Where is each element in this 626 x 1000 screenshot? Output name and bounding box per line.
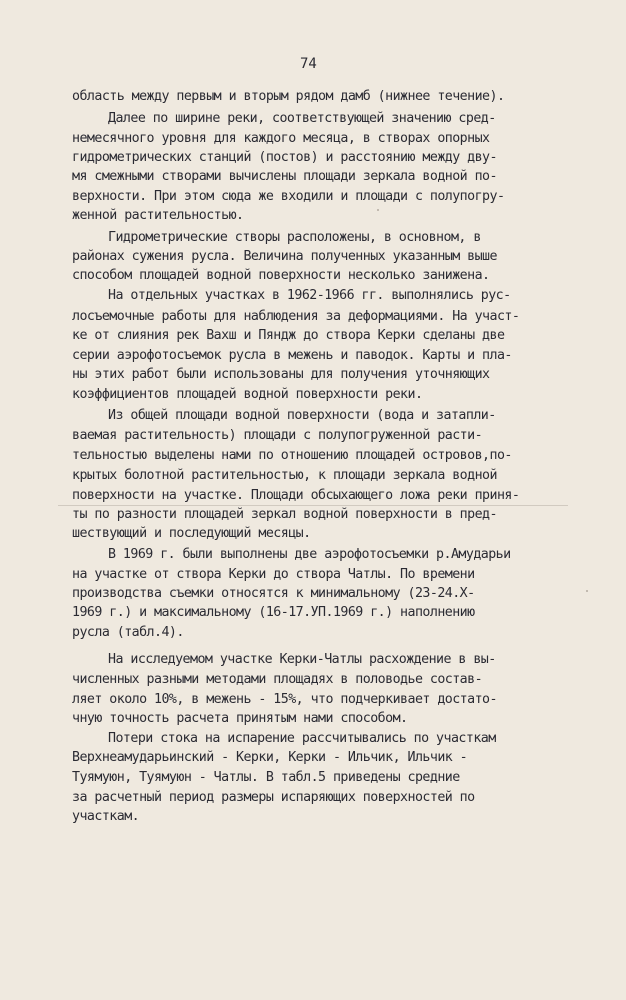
text-line: поверхности на участке. Площади обсыхающего ложа реки приня- <box>72 488 520 503</box>
text-line: численных разными методами площадях в половодье состав- <box>72 672 483 687</box>
text-line: ты по разности площадей зеркал водной поверхности в пред- <box>72 507 497 522</box>
text-line: ке от слияния рек Вахш и Пяндж до створа Керки сделаны две <box>72 328 505 343</box>
text-line: Верхнеамударьинский - Керки, Керки - Ильчик, Ильчик - <box>72 750 468 765</box>
paper-speck <box>377 209 379 211</box>
text-line: верхности. При этом сюда же входили и площади с полупогру- <box>72 189 505 204</box>
text-line: женной растительностью. <box>72 208 244 223</box>
text-line: за расчетный период размеры испаряющих поверхностей по <box>72 790 475 805</box>
text-line: 1969 г.) и максимальному (16-17.УП.1969 г.) наполнению <box>72 605 475 620</box>
text-line: Далее по ширине реки, соответствующей значению сред- <box>108 111 496 126</box>
text-line: участкам. <box>72 809 140 824</box>
text-line: крытых болотной растительностью, к площади зеркала водной <box>72 468 497 483</box>
text-line: тельностью выделены нами по отношению площадей островов,по- <box>72 448 512 463</box>
text-line: ны этих работ были использованы для получения уточняющих <box>72 367 490 382</box>
text-line: На исследуемом участке Керки-Чатлы расхождение в вы- <box>108 652 496 667</box>
text-line: лосъемочные работы для наблюдения за деформациями. На участ- <box>72 309 520 324</box>
text-line: немесячного уровня для каждого месяца, в створах опорных <box>72 131 490 146</box>
text-line: ляет около 10%, в межень - 15%, что подчеркивает достато- <box>72 692 497 707</box>
text-line: на участке от створа Керки до створа Чатлы. По времени <box>72 567 475 582</box>
text-line: производства съемки относятся к минимальному (23-24.Х- <box>72 586 475 601</box>
text-line: чную точность расчета принятым нами способом. <box>72 711 408 726</box>
text-line: Гидрометрические створы расположены, в основном, в <box>108 230 481 245</box>
text-line: В 1969 г. были выполнены две аэрофотосъемки р.Амударьи <box>108 547 511 562</box>
text-line: На отдельных участках в 1962-1966 гг. выполнялись рус- <box>108 288 511 303</box>
text-line: русла (табл.4). <box>72 625 184 640</box>
text-line: коэффициентов площадей водной поверхности реки. <box>72 387 423 402</box>
text-line: гидрометрических станций (постов) и расстоянию между дву- <box>72 150 497 165</box>
text-line: районах сужения русла. Величина полученных указанным выше <box>72 249 497 264</box>
page-number: 74 <box>300 56 317 72</box>
text-line: Потери стока на испарение рассчитывались по участкам <box>108 731 496 746</box>
text-line: мя смежными створами вычислены площади зеркала водной по- <box>72 169 497 184</box>
text-line: Туямуюн, Туямуюн - Чатлы. В табл.5 приведены средние <box>72 770 460 785</box>
text-line: способом площадей водной поверхности несколько занижена. <box>72 268 490 283</box>
paper-speck <box>586 590 588 592</box>
text-line: область между первым и вторым рядом дамб (нижнее течение). <box>72 89 505 104</box>
text-line: ваемая растительность) площади с полупогруженной расти- <box>72 428 483 443</box>
text-line: шествующий и последующий месяцы. <box>72 526 311 541</box>
text-line: серии аэрофотосъемок русла в межень и паводок. Карты и пла- <box>72 348 512 363</box>
text-line: Из общей площади водной поверхности (вода и затапли- <box>108 408 496 423</box>
